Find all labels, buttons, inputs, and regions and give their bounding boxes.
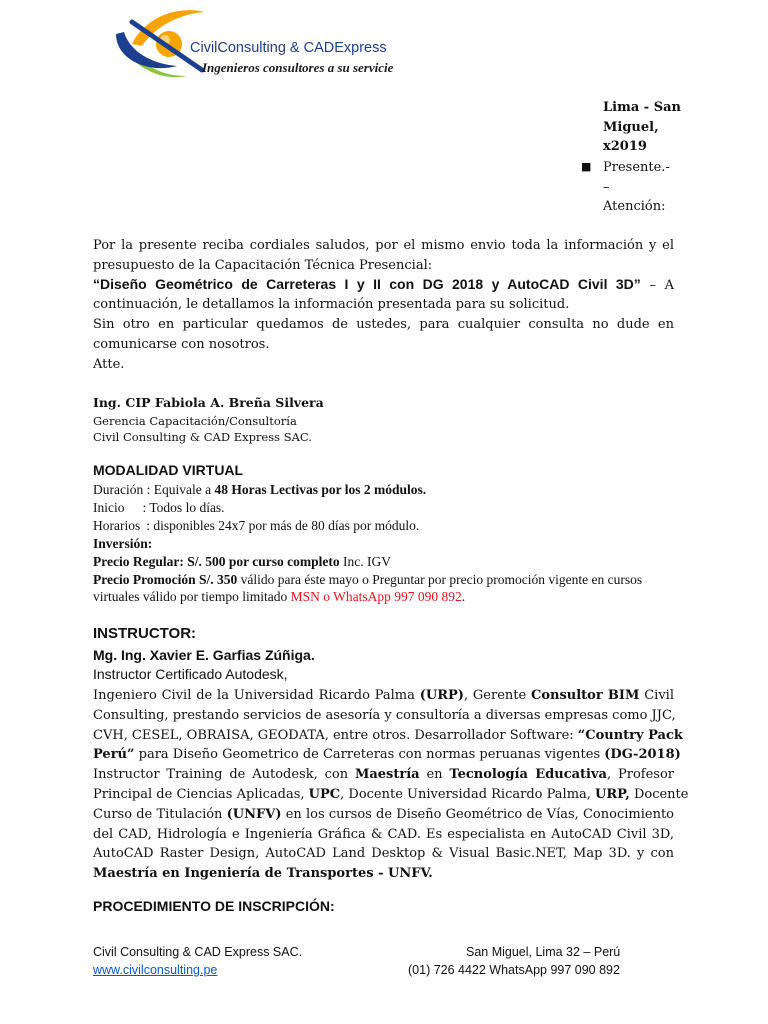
recipient-block [603, 158, 693, 217]
intro-line: presupuesto de la Capacitación Técnica Presencial: [93, 258, 433, 273]
instructor-heading: INSTRUCTOR: [93, 625, 197, 642]
precio-regular-line: Precio Regular: S/. 500 por curso completo Inc. IGV [93, 554, 391, 569]
whatsapp-contact: MSN o WhatsApp 997 090 892 [290, 589, 462, 604]
intro-line: continuación, le detallamos la información presentada para su solicitud. [93, 297, 570, 312]
bio-line: Instructor Training de Autodesk, con Maestría en Tecnología Educativa, Profesor [93, 767, 674, 783]
instructor-cert: Instructor Certificado Autodesk, [93, 666, 288, 682]
precio-promo-line-2: virtuales válido por tiempo limitado MSN o WhatsApp 997 090 892. [93, 589, 466, 604]
intro-line: comunicarse con nosotros. [93, 337, 270, 352]
dash-text: – [603, 179, 610, 195]
horarios-line: Horarios : disponibles 24x7 por más de 80 días por módulo. [93, 518, 420, 533]
intro-line: Sin otro en particular quedamos de ustedes, para cualquier consulta no dude en [93, 317, 674, 332]
signatory-role: Gerencia Capacitación/Consultoría [93, 414, 297, 428]
footer-phones: (01) 726 4422 WhatsApp 997 090 892 [408, 963, 620, 977]
bio-line: Consulting, prestando servicios de asesoría y consultoría a diversas empresas como JJC, [93, 707, 676, 723]
bio-line: Curso de Titulación (UNFV) en los cursos de Diseño Geométrico de Vías, Conocimiento [93, 806, 674, 822]
company-name: CivilConsulting & CADExpress [190, 40, 387, 56]
footer-company: Civil Consulting & CAD Express SAC. [93, 945, 303, 959]
bio-line: Maestría en Ingeniería de Transportes - UNFV. [93, 866, 433, 882]
duracion-line: Duración : Equivale a 48 Horas Lectivas por los 2 módulos. [93, 482, 427, 497]
company-tagline: Ingenieros consultores a su servicie [202, 60, 394, 75]
bio-line: Ingeniero Civil de la Universidad Ricardo Palma (URP), Gerente Consultor BIM Civil [93, 688, 674, 703]
intro-line: Por la presente reciba cordiales saludos, por el mismo envio toda la información y el [93, 238, 674, 253]
address-line: Miguel, [603, 119, 659, 135]
footer-address: San Miguel, Lima 32 – Perú [466, 945, 621, 959]
signatory-name: Ing. CIP Fabiola A. Breña Silvera [93, 395, 324, 410]
inversion-label: Inversión: [93, 536, 153, 551]
bio-line: del CAD, Hidrología e Ingeniería Gráfica & CAD. Es especialista en AutoCAD Civil 3D, [93, 826, 674, 842]
intro-line: Atte. [93, 357, 125, 372]
bio-line: Principal de Ciencias Aplicadas, UPC, Docente Universidad Ricardo Palma, URP, Docente [93, 787, 689, 802]
atencion-text: Atención: [603, 199, 666, 214]
instructor-name: Mg. Ing. Xavier E. Garfias Zúñiga. [93, 647, 315, 663]
bio-line: AutoCAD Raster Design, AutoCAD Land Desktop & Visual Basic.NET, Map 3D. y con [93, 846, 674, 862]
bullet-icon: ■ [581, 160, 592, 173]
presente-text: Presente.- [603, 160, 670, 175]
procedimiento-heading: PROCEDIMIENTO DE INSCRIPCIÓN: [93, 898, 335, 914]
bio-line: CVH, CESEL, OBRAISA, GEODATA, entre otros. Desarrollador Software: “Country Pack [93, 727, 683, 743]
bio-line: Perú” para Diseño Geometrico de Carreteras con normas peruanas vigentes (DG-2018) [93, 747, 681, 763]
course-title: “Diseño Geométrico de Carreteras I y II con DG 2018 y AutoCAD Civil 3D” – A [93, 276, 674, 293]
address-block [603, 98, 693, 157]
footer-website-link[interactable]: www.civilconsulting.pe [93, 963, 218, 977]
inicio-line: Inicio : Todos lo días. [93, 500, 225, 515]
signatory-company: Civil Consulting & CAD Express SAC. [93, 430, 312, 444]
precio-promo-line: Precio Promoción S/. 350 válido para éste mayo o Preguntar por precio promoción vigente en cursos [93, 572, 643, 587]
modalidad-heading: MODALIDAD VIRTUAL [93, 462, 244, 478]
address-line: x2019 [603, 139, 647, 154]
address-line: Lima - San [603, 100, 681, 115]
